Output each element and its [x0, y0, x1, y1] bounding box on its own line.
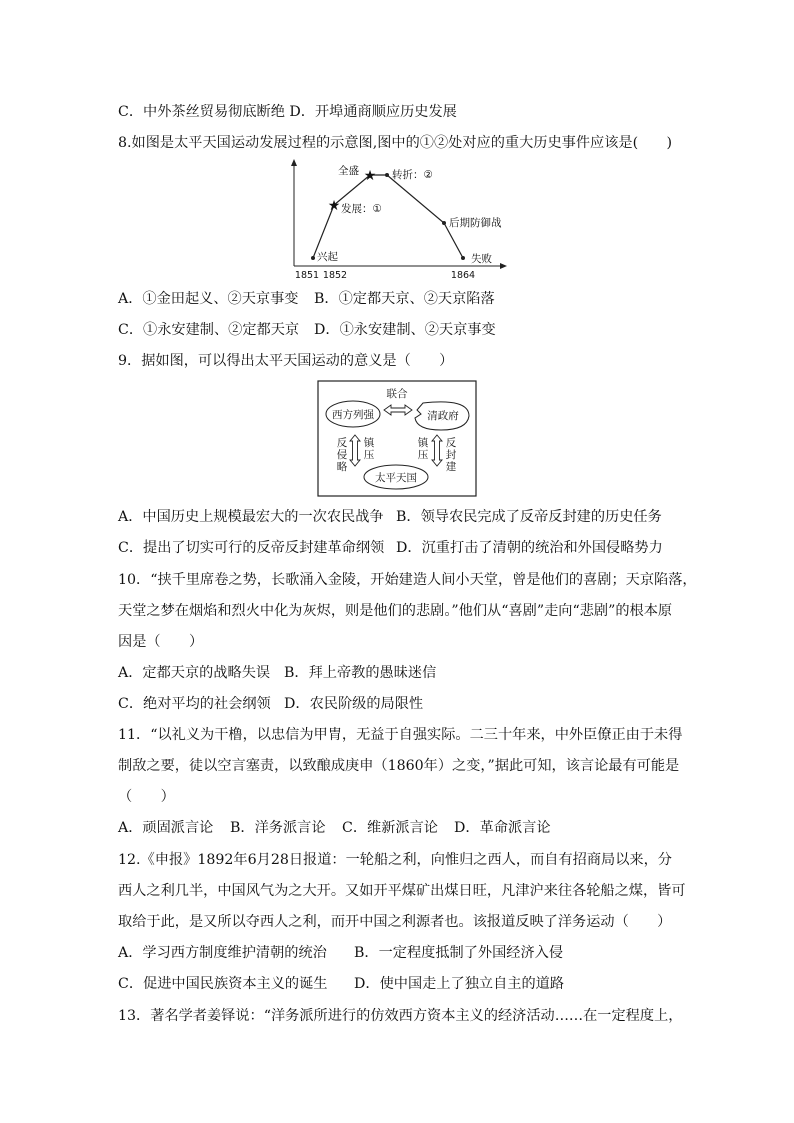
q9-option-a: A．中国历史上规模最宏大的一次农民战争: [118, 509, 384, 525]
lianhe-arrow: [384, 405, 412, 415]
year-1852: 1852: [322, 270, 348, 281]
label-turn: 转折：②: [392, 169, 433, 181]
q8-options-cd: [118, 320, 496, 340]
y-axis-arrow: [291, 159, 297, 166]
q11-option-d: D．革命派言论: [454, 820, 551, 836]
fanqinlue-label: 反侵略: [336, 437, 348, 473]
x-axis-arrow: [500, 263, 507, 269]
q11-stem-line1: 11．“以礼义为干橹，以忠信为甲胄，无益于自强实际。二三十年来，中外臣僚正由于未得: [118, 727, 683, 743]
q9-options-cd: [118, 538, 663, 558]
label-peak: 全盛: [338, 165, 359, 177]
zhenya-right-label: 镇压: [417, 437, 429, 461]
q12-option-c: C．促进中国民族资本主义的诞生: [118, 976, 328, 992]
q11-options: [118, 818, 551, 838]
q10-stem-line1: 10．“挟千里席卷之势，长歌涌入金陵，开始建造人间小天堂，曾是他们的喜剧；天京陷落，: [118, 572, 697, 588]
label-fail: 失败: [471, 253, 492, 265]
right-vertical-arrow: [432, 435, 442, 466]
q9-relationship-figure: [317, 380, 477, 498]
label-rise: 兴起: [317, 251, 338, 263]
taiping-label: 太平天国: [375, 472, 417, 484]
year-1851: 1851: [294, 270, 320, 281]
q10-option-c: C．绝对平均的社会纲领: [118, 696, 271, 712]
q11-option-a: A．顽固派言论: [118, 820, 214, 836]
q13-stem-line1: 13．著名学者姜铎说：“洋务派所进行的仿效西方资本主义的经济活动……在一定程度上，: [118, 1008, 683, 1024]
year-1864: 1864: [450, 270, 476, 281]
development-curve: [313, 175, 463, 258]
q8-line-figure: [280, 156, 520, 281]
q12-option-b: B．一定程度抵制了外国经济入侵: [354, 945, 564, 961]
point-late: [442, 221, 446, 225]
west-label: 西方列强: [332, 409, 374, 421]
q11-stem-line3: （ ）: [118, 789, 175, 805]
point-fail: [461, 256, 465, 260]
q8-option-b: B．①定都天京、②天京陷落: [314, 291, 495, 307]
lianhe-label: 联合: [386, 388, 408, 400]
label-develop: 发展：①: [341, 203, 382, 215]
q12-option-a: A．学习西方制度维护清朝的统治: [118, 945, 327, 961]
point-turn: [385, 173, 389, 177]
q10-options-cd: [118, 694, 424, 714]
q10-options-ab: [118, 663, 437, 683]
q10-stem-line3: 因是（ ）: [118, 634, 204, 650]
qing-label: 清政府: [427, 410, 459, 422]
q11-option-c: C．维新派言论: [342, 820, 438, 836]
label-late: 后期防御战: [449, 217, 502, 229]
q10-option-a: A．定都天京的战略失误: [118, 665, 271, 681]
q12-options-ab: [118, 943, 564, 963]
zhenya-left-label: 镇压: [363, 437, 375, 461]
q7-options-line: C．中外茶丝贸易彻底断绝 D．开埠通商顺应历史发展: [118, 104, 457, 120]
q9-options-ab: [118, 507, 662, 527]
fanfengjian-label: 反封建: [445, 437, 457, 473]
q8-stem: 8.如图是太平天国运动发展过程的示意图,图中的①②处对应的重大历史事件应该是( ): [118, 135, 673, 151]
q12-stem-line3: 取给于此，是又所以夺西人之利，而开中国之利源者也。该报道反映了洋务运动（ ）: [118, 914, 672, 930]
q11-stem-line2: 制敌之要，徒以空言塞责，以致酿成庚申（1860年）之变，”据此可知，该言论最有可能是: [118, 758, 680, 774]
q10-stem-line2: 天堂之梦在烟焰和烈火中化为灰烬，则是他们的悲剧。”他们从“喜剧”走向“悲剧”的根本原: [118, 603, 673, 619]
q9-stem: 9．据如图，可以得出太平天国运动的意义是（ ）: [118, 353, 454, 369]
q10-option-b: B．拜上帝教的愚昧迷信: [284, 665, 437, 681]
star-develop-icon: ★: [327, 198, 341, 214]
q11-option-b: B．洋务派言论: [230, 820, 326, 836]
point-rise: [311, 256, 315, 260]
q9-option-d: D．沉重打击了清朝的统治和外国侵略势力: [396, 540, 663, 556]
q10-option-d: D．农民阶级的局限性: [284, 696, 424, 712]
q12-stem-line2: 西人之利几半，中国风气为之大开。又如开平煤矿出煤日旺，凡津沪来往各轮船之煤，皆可: [118, 883, 686, 899]
q9-option-c: C．提出了切实可行的反帝反封建革命纲领: [118, 540, 385, 556]
q12-option-d: D．使中国走上了独立自主的道路: [354, 976, 565, 992]
q8-option-c: C．①永安建制、②定都天京: [118, 322, 300, 338]
left-vertical-arrow: [350, 435, 360, 466]
q12-stem-line1: 12.《申报》1892年6月28日报道：一轮船之利，向惟归之西人，而自有招商局以来，分: [118, 852, 672, 868]
q8-option-d: D．①永安建制、②天京事变: [314, 322, 496, 338]
q8-option-a: A．①金田起义、②天京事变: [118, 291, 299, 307]
q8-options-ab: [118, 289, 495, 309]
star-peak-icon: ★: [363, 168, 377, 184]
q9-option-b: B．领导农民完成了反帝反封建的历史任务: [396, 509, 662, 525]
q12-options-cd: [118, 974, 565, 994]
